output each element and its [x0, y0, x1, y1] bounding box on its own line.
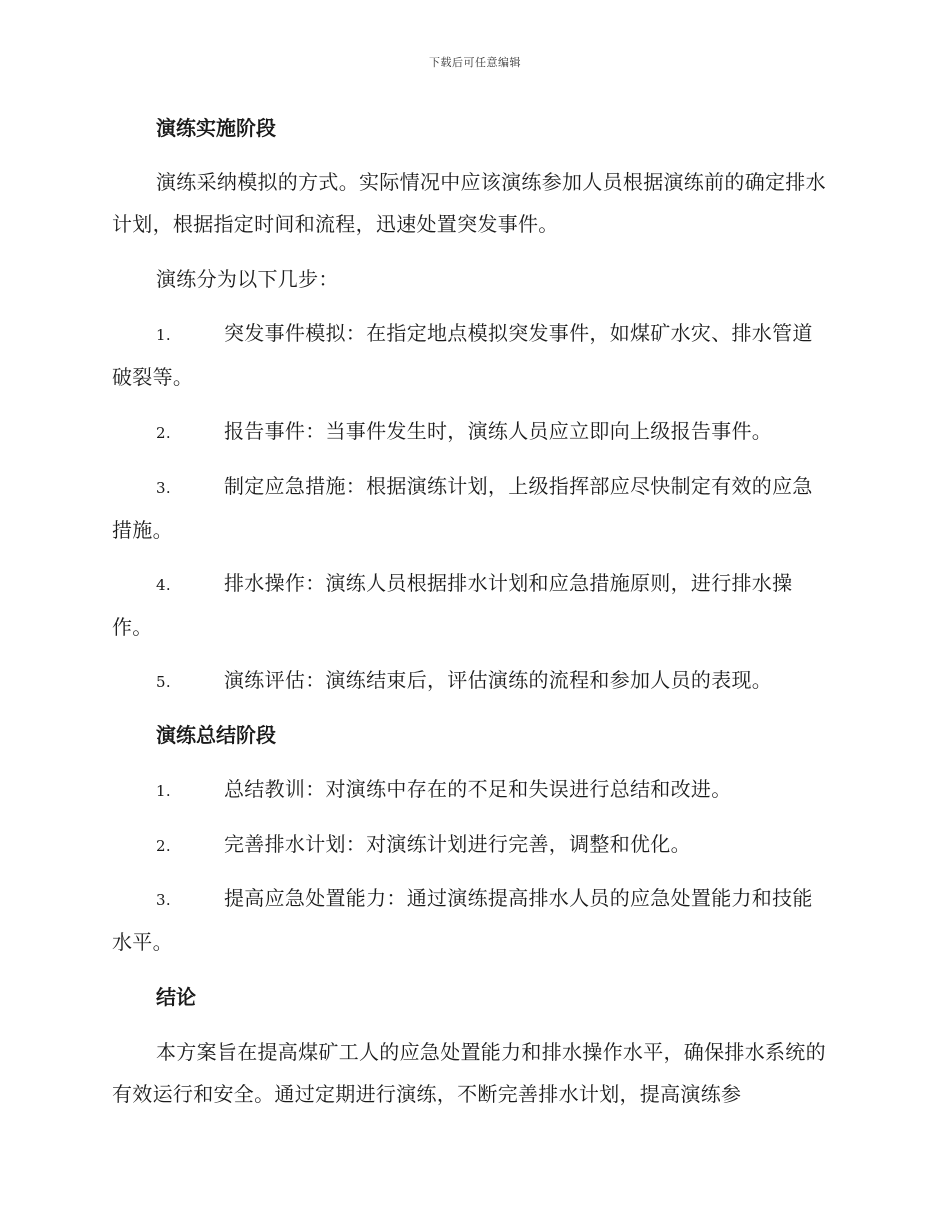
list-item-number: 2.: [156, 837, 171, 855]
list-item: [112, 312, 832, 398]
list-item-number: 2.: [156, 424, 171, 442]
list-item-text: 演练评估：演练结束后，评估演练的流程和参加人员的表现。: [224, 668, 773, 692]
section-heading-summary: 演练总结阶段: [156, 723, 276, 747]
list-item-text: 突发事件模拟：在指定地点模拟突发事件，如煤矿水灾、排水管道破裂等。: [112, 321, 813, 389]
paragraph-steps-intro: 演练分为以下几步：: [156, 267, 339, 291]
list-item-number: 5.: [156, 673, 171, 691]
list-item: [112, 823, 832, 867]
list-item: [112, 768, 832, 812]
list-item-number: 3.: [156, 479, 171, 497]
list-item-text: 完善排水计划：对演练计划进行完善，调整和优化。: [224, 832, 691, 856]
list-item: [112, 465, 832, 551]
list-item-number: 1.: [156, 326, 171, 344]
list-item: [112, 659, 832, 703]
list-item: [112, 562, 832, 648]
list-item-text: 总结教训：对演练中存在的不足和失误进行总结和改进。: [224, 777, 732, 801]
list-item-text: 制定应急措施：根据演练计划，上级指挥部应尽快制定有效的应急措施。: [112, 474, 813, 542]
list-item-number: 3.: [156, 891, 171, 909]
section-heading-conclusion: 结论: [156, 985, 196, 1009]
list-item-text: 提高应急处置能力：通过演练提高排水人员的应急处置能力和技能水平。: [112, 886, 813, 954]
list-item-number: 1.: [156, 782, 171, 800]
paragraph-intro: 演练采纳模拟的方式。实际情况中应该演练参加人员根据演练前的确定排水计划，根据指定时间和流程，迅速处置突发事件。: [112, 170, 826, 236]
list-item-text: 排水操作：演练人员根据排水计划和应急措施原则，进行排水操作。: [112, 571, 793, 639]
section-heading-implementation: 演练实施阶段: [156, 116, 276, 140]
paragraph-conclusion: 本方案旨在提高煤矿工人的应急处置能力和排水操作水平，确保排水系统的有效运行和安全。通过定期进行演练，不断完善排水计划，提高演练参: [112, 1040, 826, 1106]
list-item: [112, 877, 832, 963]
list-item: [112, 410, 832, 454]
list-item-text: 报告事件：当事件发生时，演练人员应立即向上级报告事件。: [224, 419, 773, 443]
page-header: 下载后可任意编辑: [429, 56, 521, 69]
list-item-number: 4.: [156, 576, 171, 594]
